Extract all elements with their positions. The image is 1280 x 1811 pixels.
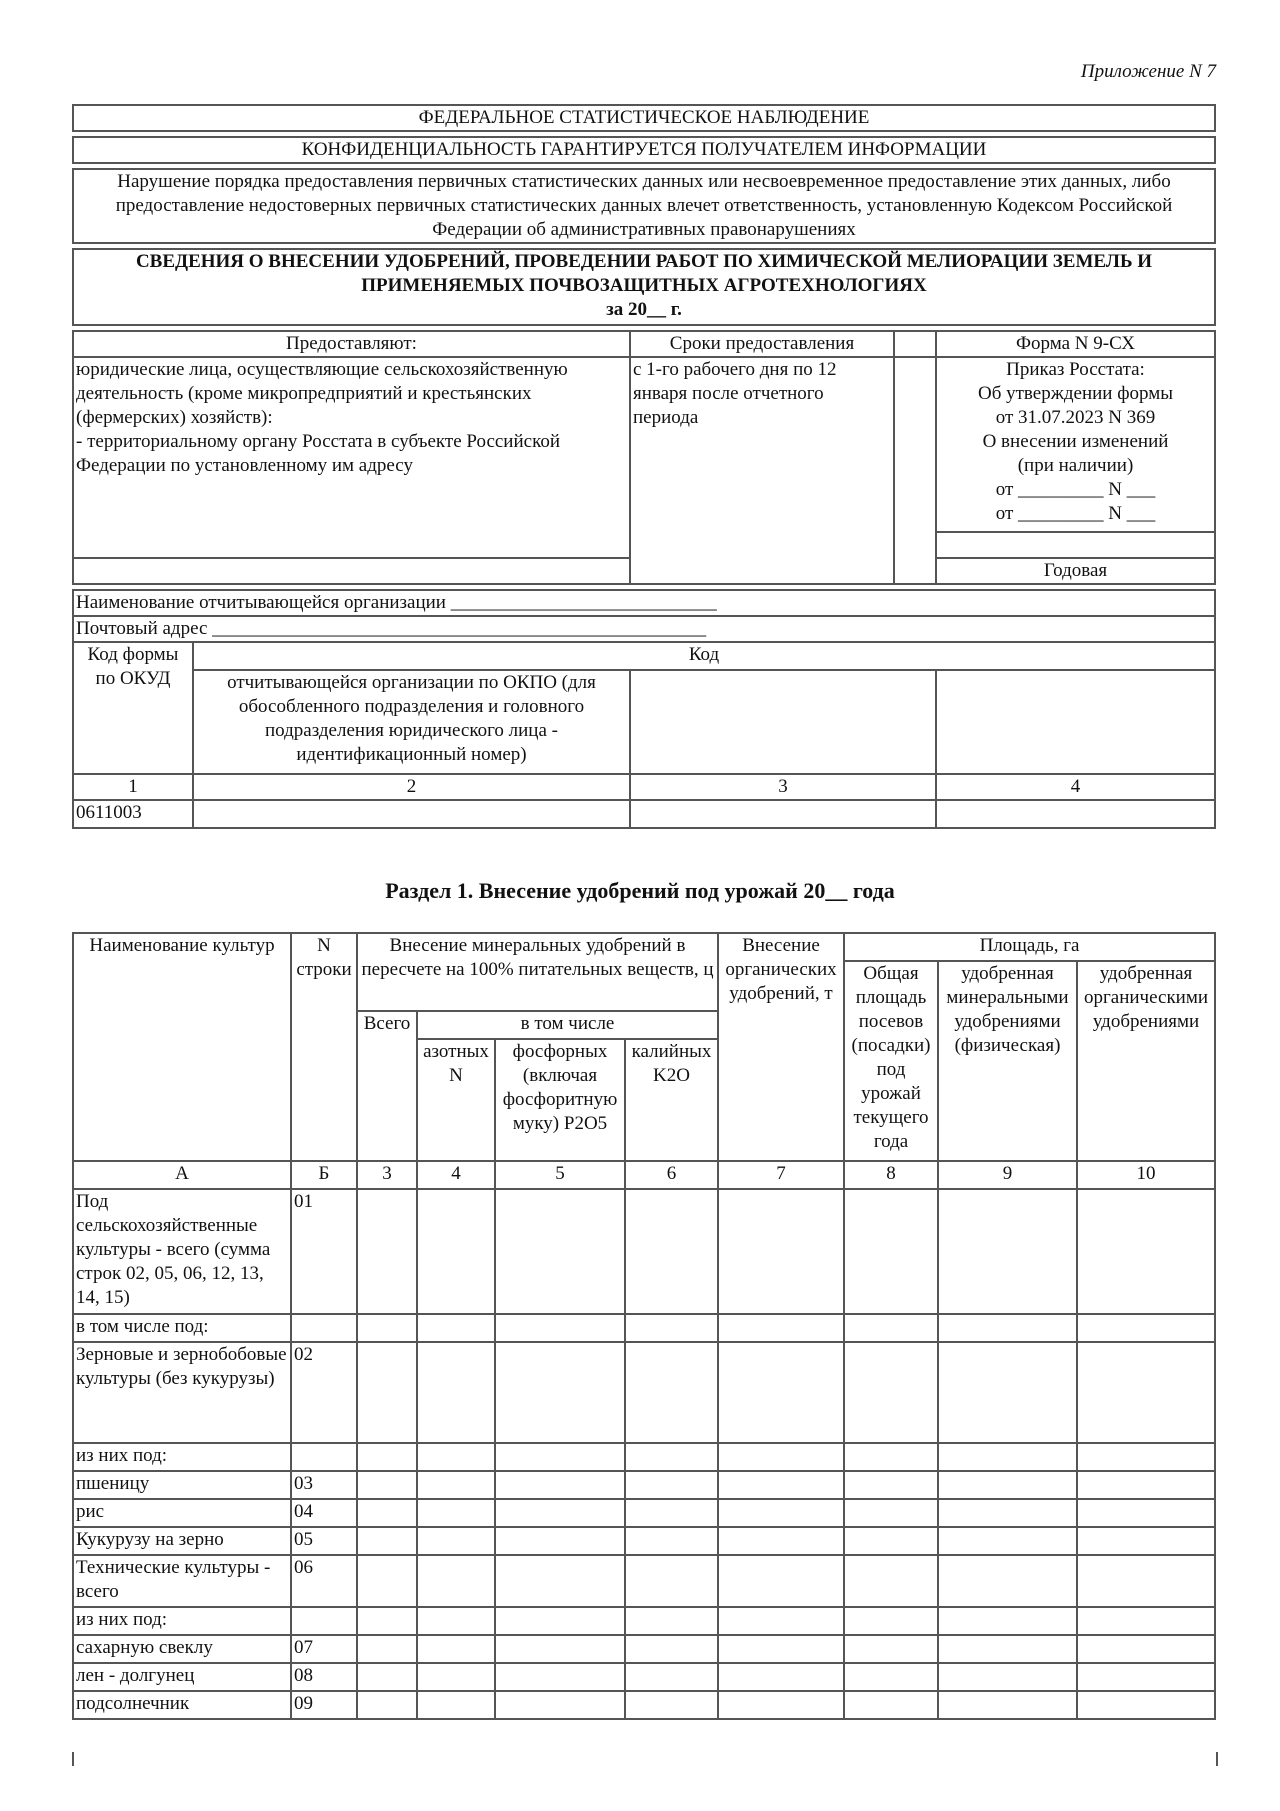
crop-rows xyxy=(73,1189,1215,1719)
order-line1: Приказ Росстата: xyxy=(1006,359,1145,380)
value-cell[interactable] xyxy=(357,1607,417,1635)
col-label: 8 xyxy=(844,1161,938,1189)
value-cell[interactable] xyxy=(844,1691,938,1719)
column-labels-row xyxy=(73,1161,1215,1189)
value-cell[interactable] xyxy=(1077,1691,1215,1719)
provide-text-2: - территориальному органу Росстата в субъекте Российской Федерации по установленному им адресу xyxy=(76,430,561,476)
value-cell[interactable] xyxy=(495,1691,625,1719)
periodicity: Годовая xyxy=(936,558,1215,584)
provide-text-1: юридические лица, осуществляющие сельскохозяйственную деятельность (кроме микропредприятий и крестьянских (фермерских) хозяйств): xyxy=(76,359,568,428)
crop-name: из них под: xyxy=(73,1443,291,1471)
row-code: 06 xyxy=(291,1555,357,1607)
form-header-table xyxy=(72,104,1216,829)
value-cell[interactable] xyxy=(938,1189,1077,1314)
value-cell[interactable] xyxy=(938,1607,1077,1635)
mineral-header: Внесение минеральных удобрений в пересчете на 100% питательных веществ, ц xyxy=(357,933,718,1011)
appendix-label: Приложение N 7 xyxy=(1080,61,1216,82)
value-cell[interactable] xyxy=(625,1607,718,1635)
value-cell[interactable] xyxy=(844,1443,938,1471)
value-cell[interactable] xyxy=(495,1342,625,1443)
table-row xyxy=(73,1189,1215,1314)
value-cell[interactable] xyxy=(718,1635,844,1663)
row-code xyxy=(291,1607,357,1635)
value-cell[interactable] xyxy=(495,1527,625,1555)
value-cell[interactable] xyxy=(417,1499,495,1527)
row-code: 02 xyxy=(291,1342,357,1443)
value-cell[interactable] xyxy=(1077,1663,1215,1691)
organic-area-header: удобренная органическими удобрениями xyxy=(1077,961,1215,1161)
total-header: Всего xyxy=(357,1011,417,1161)
value-cell[interactable] xyxy=(495,1314,625,1342)
org-name-field[interactable]: Наименование отчитывающейся организации ____________________________ xyxy=(73,590,1215,616)
value-cell[interactable] xyxy=(1077,1342,1215,1443)
value-cell[interactable] xyxy=(1077,1189,1215,1314)
crop-name: подсолнечник xyxy=(73,1691,291,1719)
potassium-header: калийных K2O xyxy=(625,1039,718,1161)
value-cell[interactable] xyxy=(625,1342,718,1443)
value-cell[interactable] xyxy=(844,1471,938,1499)
value-cell[interactable] xyxy=(495,1471,625,1499)
col-label: А xyxy=(73,1161,291,1189)
crop-name: пшеницу xyxy=(73,1471,291,1499)
value-cell[interactable] xyxy=(844,1527,938,1555)
row-code xyxy=(291,1443,357,1471)
row-code: 05 xyxy=(291,1527,357,1555)
table-row xyxy=(73,1691,1215,1719)
value-cell[interactable] xyxy=(625,1471,718,1499)
crop-name: лен - долгунец xyxy=(73,1663,291,1691)
section-title: Раздел 1. Внесение удобрений под урожай 20__ года xyxy=(385,878,895,903)
value-cell[interactable] xyxy=(938,1499,1077,1527)
form-period: за 20__ г. xyxy=(606,298,682,320)
value-cell[interactable] xyxy=(357,1189,417,1314)
value-cell[interactable] xyxy=(718,1314,844,1342)
table-row xyxy=(73,1527,1215,1555)
value-cell[interactable] xyxy=(357,1342,417,1443)
order-line7: от _________ N ___ xyxy=(995,502,1156,524)
value-cell[interactable] xyxy=(357,1555,417,1607)
value-cell[interactable] xyxy=(625,1527,718,1555)
crop-name-header: Наименование культур xyxy=(73,933,291,1161)
value-cell[interactable] xyxy=(417,1189,495,1314)
value-cell[interactable] xyxy=(1077,1471,1215,1499)
col-label: 10 xyxy=(1077,1161,1215,1189)
value-cell[interactable] xyxy=(357,1499,417,1527)
value-cell[interactable] xyxy=(718,1555,844,1607)
value-cell[interactable] xyxy=(625,1443,718,1471)
row-number-header: N строки xyxy=(291,933,357,1161)
blank-cell xyxy=(630,670,936,774)
value-cell[interactable] xyxy=(625,1499,718,1527)
code-input[interactable] xyxy=(630,800,936,828)
value-cell[interactable] xyxy=(938,1555,1077,1607)
crop-name: сахарную свеклу xyxy=(73,1635,291,1663)
value-cell[interactable] xyxy=(417,1663,495,1691)
code-input[interactable] xyxy=(936,800,1215,828)
deadline-header: Сроки предоставления xyxy=(630,331,894,357)
value-cell[interactable] xyxy=(357,1635,417,1663)
federal-observation: ФЕДЕРАЛЬНОЕ СТАТИСТИЧЕСКОЕ НАБЛЮДЕНИЕ xyxy=(73,105,1215,131)
value-cell[interactable] xyxy=(357,1314,417,1342)
postal-address-field[interactable]: Почтовый адрес ____________________________________________________ xyxy=(73,616,1215,642)
value-cell[interactable] xyxy=(625,1314,718,1342)
value-cell[interactable] xyxy=(357,1663,417,1691)
nitrogen-header: азотных N xyxy=(417,1039,495,1161)
crop-name: Кукурузу на зерно xyxy=(73,1527,291,1555)
row-code: 03 xyxy=(291,1471,357,1499)
value-cell[interactable] xyxy=(938,1635,1077,1663)
value-cell[interactable] xyxy=(417,1635,495,1663)
value-cell[interactable] xyxy=(417,1555,495,1607)
value-cell[interactable] xyxy=(625,1189,718,1314)
provide-text xyxy=(73,357,630,558)
value-cell[interactable] xyxy=(495,1443,625,1471)
table-row xyxy=(73,1443,1215,1471)
form-title xyxy=(73,249,1215,325)
value-cell[interactable] xyxy=(1077,1555,1215,1607)
table-row xyxy=(73,1663,1215,1691)
table-row xyxy=(73,1607,1215,1635)
order-line4: О внесении изменений xyxy=(982,430,1169,452)
value-cell[interactable] xyxy=(938,1527,1077,1555)
value-cell[interactable] xyxy=(844,1663,938,1691)
value-cell[interactable] xyxy=(625,1663,718,1691)
value-cell[interactable] xyxy=(844,1555,938,1607)
col-label: 5 xyxy=(495,1161,625,1189)
form-title-line2: ПРИМЕНЯЕМЫХ ПОЧВОЗАЩИТНЫХ АГРОТЕХНОЛОГИЯХ xyxy=(361,274,927,296)
order-line2: Об утверждении формы xyxy=(977,382,1174,404)
crop-name: в том числе под: xyxy=(73,1314,291,1342)
col-label: 7 xyxy=(718,1161,844,1189)
value-cell[interactable] xyxy=(718,1499,844,1527)
table-row xyxy=(73,1555,1215,1607)
col-number: 2 xyxy=(193,774,630,800)
value-cell[interactable] xyxy=(495,1635,625,1663)
col-label: 9 xyxy=(938,1161,1077,1189)
table-row xyxy=(73,1471,1215,1499)
value-cell[interactable] xyxy=(357,1443,417,1471)
value-cell[interactable] xyxy=(938,1691,1077,1719)
blank-cell xyxy=(936,532,1215,558)
table-row xyxy=(73,1499,1215,1527)
value-cell[interactable] xyxy=(718,1607,844,1635)
value-cell[interactable] xyxy=(417,1314,495,1342)
provide-header: Предоставляют: xyxy=(73,331,630,357)
value-cell[interactable] xyxy=(495,1663,625,1691)
value-cell[interactable] xyxy=(718,1443,844,1471)
order-line5: (при наличии) xyxy=(1017,454,1134,476)
row-code xyxy=(291,1314,357,1342)
value-cell[interactable] xyxy=(718,1691,844,1719)
row-code: 08 xyxy=(291,1663,357,1691)
value-cell[interactable] xyxy=(938,1314,1077,1342)
value-cell[interactable] xyxy=(1077,1635,1215,1663)
crop-name: из них под: xyxy=(73,1607,291,1635)
value-cell[interactable] xyxy=(1077,1499,1215,1527)
table-row xyxy=(73,1314,1215,1342)
including-header: в том числе xyxy=(417,1011,718,1039)
value-cell[interactable] xyxy=(417,1691,495,1719)
crop-name: рис xyxy=(73,1499,291,1527)
row-code: 04 xyxy=(291,1499,357,1527)
table-row xyxy=(73,1342,1215,1443)
form-number: Форма N 9-СХ xyxy=(936,331,1215,357)
value-cell[interactable] xyxy=(938,1342,1077,1443)
table-continuation xyxy=(72,1752,1218,1766)
value-cell[interactable] xyxy=(1077,1314,1215,1342)
spacer-cell xyxy=(894,357,936,584)
value-cell[interactable] xyxy=(718,1471,844,1499)
row-code: 01 xyxy=(291,1189,357,1314)
value-cell[interactable] xyxy=(495,1555,625,1607)
value-cell[interactable] xyxy=(625,1691,718,1719)
value-cell[interactable] xyxy=(938,1663,1077,1691)
crop-name: Зерновые и зернобобовые культуры (без кукурузы) xyxy=(73,1342,291,1443)
value-cell[interactable] xyxy=(718,1527,844,1555)
row-code: 07 xyxy=(291,1635,357,1663)
phosphorus-header: фосфорных (включая фосфоритную муку) P2O5 xyxy=(495,1039,625,1161)
value-cell[interactable] xyxy=(417,1471,495,1499)
value-cell[interactable] xyxy=(938,1471,1077,1499)
confidentiality-notice: КОНФИДЕНЦИАЛЬНОСТЬ ГАРАНТИРУЕТСЯ ПОЛУЧАТЕЛЕМ ИНФОРМАЦИИ xyxy=(73,137,1215,163)
value-cell[interactable] xyxy=(417,1443,495,1471)
col-label: Б xyxy=(291,1161,357,1189)
value-cell[interactable] xyxy=(495,1607,625,1635)
rosstat-order xyxy=(936,357,1215,532)
value-cell[interactable] xyxy=(1077,1607,1215,1635)
value-cell[interactable] xyxy=(844,1342,938,1443)
organic-header: Внесение органических удобрений, т xyxy=(718,933,844,1161)
value-cell[interactable] xyxy=(417,1607,495,1635)
value-cell[interactable] xyxy=(1077,1443,1215,1471)
value-cell[interactable] xyxy=(938,1443,1077,1471)
blank-cell xyxy=(936,670,1215,774)
mineral-area-header: удобренная минеральными удобрениями (физическая) xyxy=(938,961,1077,1161)
value-cell[interactable] xyxy=(718,1663,844,1691)
crop-name: Под сельскохозяйственные культуры - всего (сумма строк 02, 05, 06, 12, 13, 14, 15) xyxy=(73,1189,291,1314)
deadline-text: с 1-го рабочего дня по 12 января после отчетного периода xyxy=(630,357,894,584)
value-cell[interactable] xyxy=(357,1471,417,1499)
okpo-header: отчитывающейся организации по ОКПО (для обособленного подразделения и головного подразделения юридического лица - идентификационный номер) xyxy=(193,670,630,774)
col-number: 3 xyxy=(630,774,936,800)
liability-warning: Нарушение порядка предоставления первичных статистических данных или несвоевременное предоставление этих данных, либо предоставление недостоверных первичных статистических данных влечет ответственность, установленную Кодексом Российской Федерации об административных правонарушениях xyxy=(73,169,1215,243)
col-number: 4 xyxy=(936,774,1215,800)
col-label: 3 xyxy=(357,1161,417,1189)
value-cell[interactable] xyxy=(1077,1527,1215,1555)
value-cell[interactable] xyxy=(844,1607,938,1635)
value-cell[interactable] xyxy=(417,1527,495,1555)
row-code: 09 xyxy=(291,1691,357,1719)
value-cell[interactable] xyxy=(417,1342,495,1443)
okpo-code-input[interactable] xyxy=(193,800,630,828)
col-label: 6 xyxy=(625,1161,718,1189)
spacer-cell xyxy=(894,331,936,357)
value-cell[interactable] xyxy=(844,1314,938,1342)
value-cell[interactable] xyxy=(844,1499,938,1527)
value-cell[interactable] xyxy=(495,1189,625,1314)
value-cell[interactable] xyxy=(495,1499,625,1527)
okud-code-value: 0611003 xyxy=(73,800,193,828)
form-title-line1: СВЕДЕНИЯ О ВНЕСЕНИИ УДОБРЕНИЙ, ПРОВЕДЕНИИ РАБОТ ПО ХИМИЧЕСКОЙ МЕЛИОРАЦИИ ЗЕМЕЛЬ И xyxy=(135,251,1153,272)
fertilizer-table xyxy=(72,932,1216,1720)
order-line3: от 31.07.2023 N 369 xyxy=(995,406,1156,428)
value-cell[interactable] xyxy=(718,1189,844,1314)
col-label: 4 xyxy=(417,1161,495,1189)
value-cell[interactable] xyxy=(357,1527,417,1555)
value-cell[interactable] xyxy=(625,1635,718,1663)
value-cell[interactable] xyxy=(625,1555,718,1607)
table-row xyxy=(73,1635,1215,1663)
order-line6: от _________ N ___ xyxy=(995,478,1156,500)
total-area-header: Общая площадь посевов (посадки) под урожай текущего года xyxy=(844,961,938,1161)
value-cell[interactable] xyxy=(844,1635,938,1663)
value-cell[interactable] xyxy=(844,1189,938,1314)
crop-name: Технические культуры - всего xyxy=(73,1555,291,1607)
value-cell[interactable] xyxy=(357,1691,417,1719)
area-header: Площадь, га xyxy=(844,933,1215,961)
blank-cell xyxy=(73,558,630,584)
value-cell[interactable] xyxy=(718,1342,844,1443)
okud-header: Код формы по ОКУД xyxy=(73,642,193,774)
code-header: Код xyxy=(193,642,1215,670)
col-number: 1 xyxy=(73,774,193,800)
